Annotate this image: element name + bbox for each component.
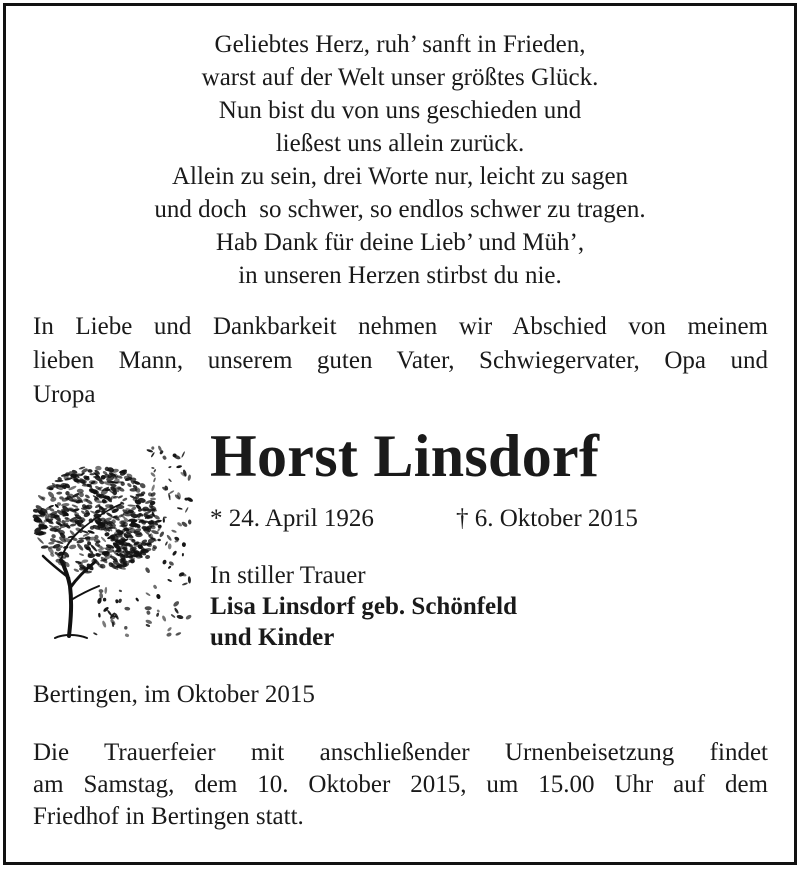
notice-line: am Samstag, dem 10. Oktober 2015, um 15.00 Uhr auf dem	[33, 771, 768, 798]
poem-line: warst auf der Welt unser größtes Glück.	[201, 64, 599, 91]
farewell-line: In Liebe und Dankbarkeit nehmen wir Abschied von meinem	[33, 313, 768, 340]
death-date: † 6. Oktober 2015	[456, 505, 638, 532]
place-and-date: Bertingen, im Oktober 2015	[33, 681, 315, 708]
mourner-family: und Kinder	[210, 624, 335, 651]
poem-line: und doch so schwer, so endlos schwer zu tragen.	[154, 196, 646, 223]
windblown-tree-icon	[25, 438, 195, 643]
funeral-notice	[33, 737, 768, 833]
notice-line: Die Trauerfeier mit anschließender Urnenbeisetzung findet	[33, 739, 768, 766]
farewell-line: lieben Mann, unserem guten Vater, Schwiegervater, Opa und	[33, 347, 768, 374]
deceased-name: Horst Linsdorf	[210, 423, 600, 489]
poem-line: ließest uns allein zurück.	[275, 130, 525, 157]
memorial-poem	[0, 28, 800, 292]
mourners-block	[210, 560, 517, 653]
poem-line: Hab Dank für deine Lieb’ und Müh’,	[215, 229, 585, 256]
poem-line: in unseren Herzen stirbst du nie.	[238, 262, 562, 289]
notice-line: Friedhof in Bertingen statt.	[33, 803, 304, 830]
farewell-text	[33, 310, 768, 412]
mourners-intro: In stiller Trauer	[210, 562, 366, 589]
birth-date: * 24. April 1926	[210, 505, 374, 532]
poem-line: Nun bist du von uns geschieden und	[218, 97, 582, 124]
mourner-name: Lisa Linsdorf geb. Schönfeld	[210, 593, 518, 620]
farewell-line: Uropa	[33, 381, 96, 408]
poem-line: Geliebtes Herz, ruh’ sanft in Frieden,	[214, 31, 586, 58]
poem-line: Allein zu sein, drei Worte nur, leicht zu sagen	[171, 163, 629, 190]
